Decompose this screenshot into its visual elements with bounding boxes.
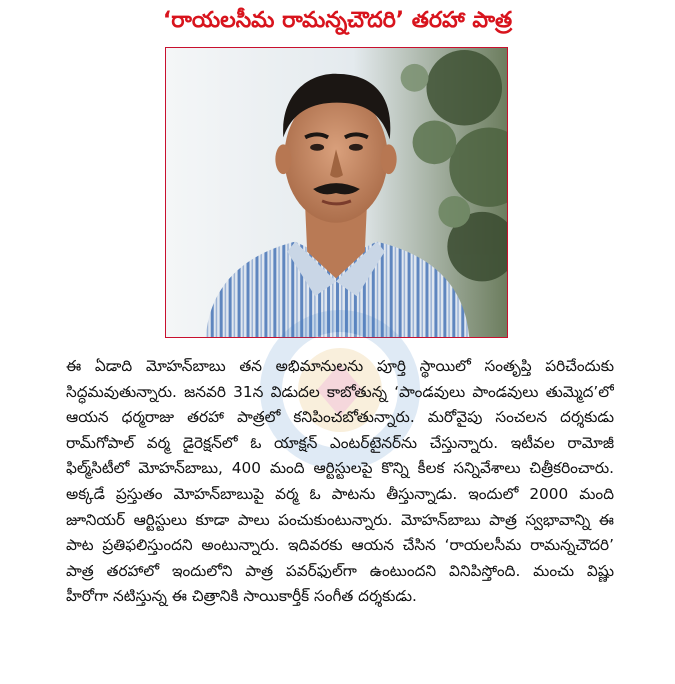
article-line: జూనియర్ ఆర్టిస్టులు కూడా పాలు పంచుకుంటున్నారు. మోహన్‌బాబు పాత్ర స్వభావాన్ని ఈ: [66, 510, 614, 529]
headline: ‘రాయలసీమ రామన్నచౌదరి’ తరహా పాత్ర: [162, 8, 513, 33]
article-line: ఫిల్మ్‌సిటీలో మోహన్‌బాబు, 400 మంది ఆర్టిస్టులపై కొన్ని కీలక సన్నివేశాలు చిత్రీకరించారు.: [66, 459, 614, 478]
article-line: ఈ ఏడాది మోహన్‌బాబు తన అభిమానులను పూర్తి స్థాయిలో సంతృప్తి పరిచేందుకు: [66, 357, 614, 375]
article-line: పాత్ర తరహాలో ఇందులోని పాత్ర పవర్‌ఫుల్‌గా ఉంటుందని వినిపిస్తోంది. మంచు విష్ణు: [66, 561, 614, 580]
article-line: ఆయన ధర్మరాజు తరహా పాత్రలో కనిపించబోతున్నారు. మరోవైపు సంచలన దర్శకుడు: [66, 408, 614, 427]
portrait-illustration: [166, 48, 507, 337]
article-line: అక్కడే ప్రస్తుతం మోహన్‌బాబుపై వర్మ ఓ పాటను తీస్తున్నాడు. ఇందులో 2000 మంది: [66, 484, 614, 503]
article-line: సిద్ధమవుతున్నారు. జనవరి 31న విడుదల కాబోతున్న ‘పాండవులు పాండవులు తుమ్మెద’లో: [66, 382, 614, 401]
article-body: [66, 354, 614, 610]
article-line: పాట ప్రతిఫలిస్తుందని అంటున్నారు. ఇదివరకు ఆయన చేసిన ‘రాయలసీమ రామన్నచౌదరి’: [66, 536, 614, 555]
portrait-photo: [165, 47, 508, 338]
article-line: హీరోగా నటిస్తున్న ఈ చిత్రానికి సాయికార్తీక్ సంగీత దర్శకుడు.: [66, 587, 417, 606]
article-line: రామ్‌గోపాల్ వర్మ డైరెక్షన్‌లో ఓ యాక్షన్ ఎంటర్‌టైనర్‌ను చేస్తున్నారు. ఇటీవల రామోజీ: [66, 433, 614, 452]
